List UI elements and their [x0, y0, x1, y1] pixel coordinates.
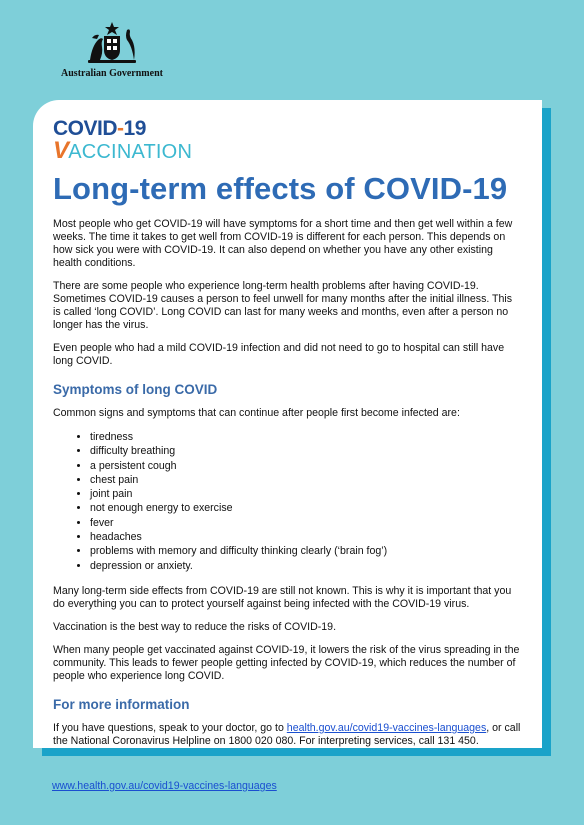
after-paragraph-1: Many long-term side effects from COVID-19 are still not known. This is why it is important that you do everything you can to protect yourself against being infected with the COVID-19 virus.	[53, 584, 512, 610]
after-paragraph-2: Vaccination is the best way to reduce the risks of COVID-19.	[53, 620, 337, 633]
more-info-paragraph	[53, 722, 522, 748]
list-item: • joint pain	[90, 487, 522, 501]
list-item: • not enough energy to exercise	[90, 501, 522, 515]
logo-nation-text: NATION	[116, 141, 193, 163]
after-paragraph-3: When many people get vaccinated against COVID-19, it lowers the risk of the virus spreading in the community. This leads to fewer people getting infected by COVID-19, which reduces the number of people who experience long COVID.	[53, 643, 520, 682]
list-item: • headaches	[90, 530, 522, 544]
list-item: • tiredness	[90, 430, 522, 444]
intro-paragraph-2: There are some people who experience long-term health problems after having COVID-19. Sometimes COVID-19 causes a person to feel unwell for many months after the initial illness. This is called ‘long COVID’. Long COVID can last for many weeks and months, even after a person no longer has the virus.	[53, 280, 513, 331]
logo-acci-text: ACCI	[68, 141, 117, 163]
logo-line-1	[53, 118, 522, 140]
government-header	[52, 20, 172, 79]
more-info-heading: For more information	[53, 696, 190, 712]
symptoms-heading: Symptoms of long COVID	[53, 382, 218, 397]
list-item: • chest pain	[90, 473, 522, 487]
footer-url-link[interactable]: www.health.gov.au/covid19-vaccines-languages	[52, 780, 277, 792]
list-item: • a persistent cough	[90, 459, 522, 473]
government-name: Australian Government	[61, 68, 163, 79]
covid-vaccination-logo	[53, 118, 522, 166]
logo-dash-text: -	[117, 117, 124, 140]
page-title: Long-term effects of COVID-19	[53, 171, 508, 206]
health-languages-link[interactable]: health.gov.au/covid19-vaccines-languages	[286, 721, 487, 734]
coat-of-arms-icon	[82, 20, 142, 66]
intro-paragraph-3: Even people who had a mild COVID-19 infection and did not need to go to hospital can still have long COVID.	[53, 342, 505, 367]
list-item: • depression or anxiety.	[90, 559, 522, 573]
logo-line-2	[53, 137, 522, 164]
list-item: • problems with memory and difficulty thinking clearly (‘brain fog’)	[90, 544, 522, 558]
intro-paragraph-1: Most people who get COVID-19 will have symptoms for a short time and then get well within a few weeks. The time it takes to get well from COVID-19 is different for each person. This depends on how sick you were with COVID-19. It can also depend on whether you have any other existing health conditions.	[53, 218, 513, 269]
content-card	[33, 100, 542, 748]
checkmark-icon: V	[53, 137, 70, 164]
logo-19-text: 19	[123, 117, 146, 140]
symptoms-list	[53, 430, 522, 573]
more-info-text-before: If you have questions, speak to your doctor, go to	[53, 721, 287, 734]
more-info-text-after: , or call the National Coronavirus Helpline on 1800 020 080. For interpreting services, call 131 450.	[53, 721, 521, 747]
logo-covid-text: COVID	[53, 117, 118, 140]
list-item: • difficulty breathing	[90, 444, 522, 458]
list-item: • fever	[90, 516, 522, 530]
symptoms-intro: Common signs and symptoms that can continue after people first become infected are:	[53, 407, 460, 419]
